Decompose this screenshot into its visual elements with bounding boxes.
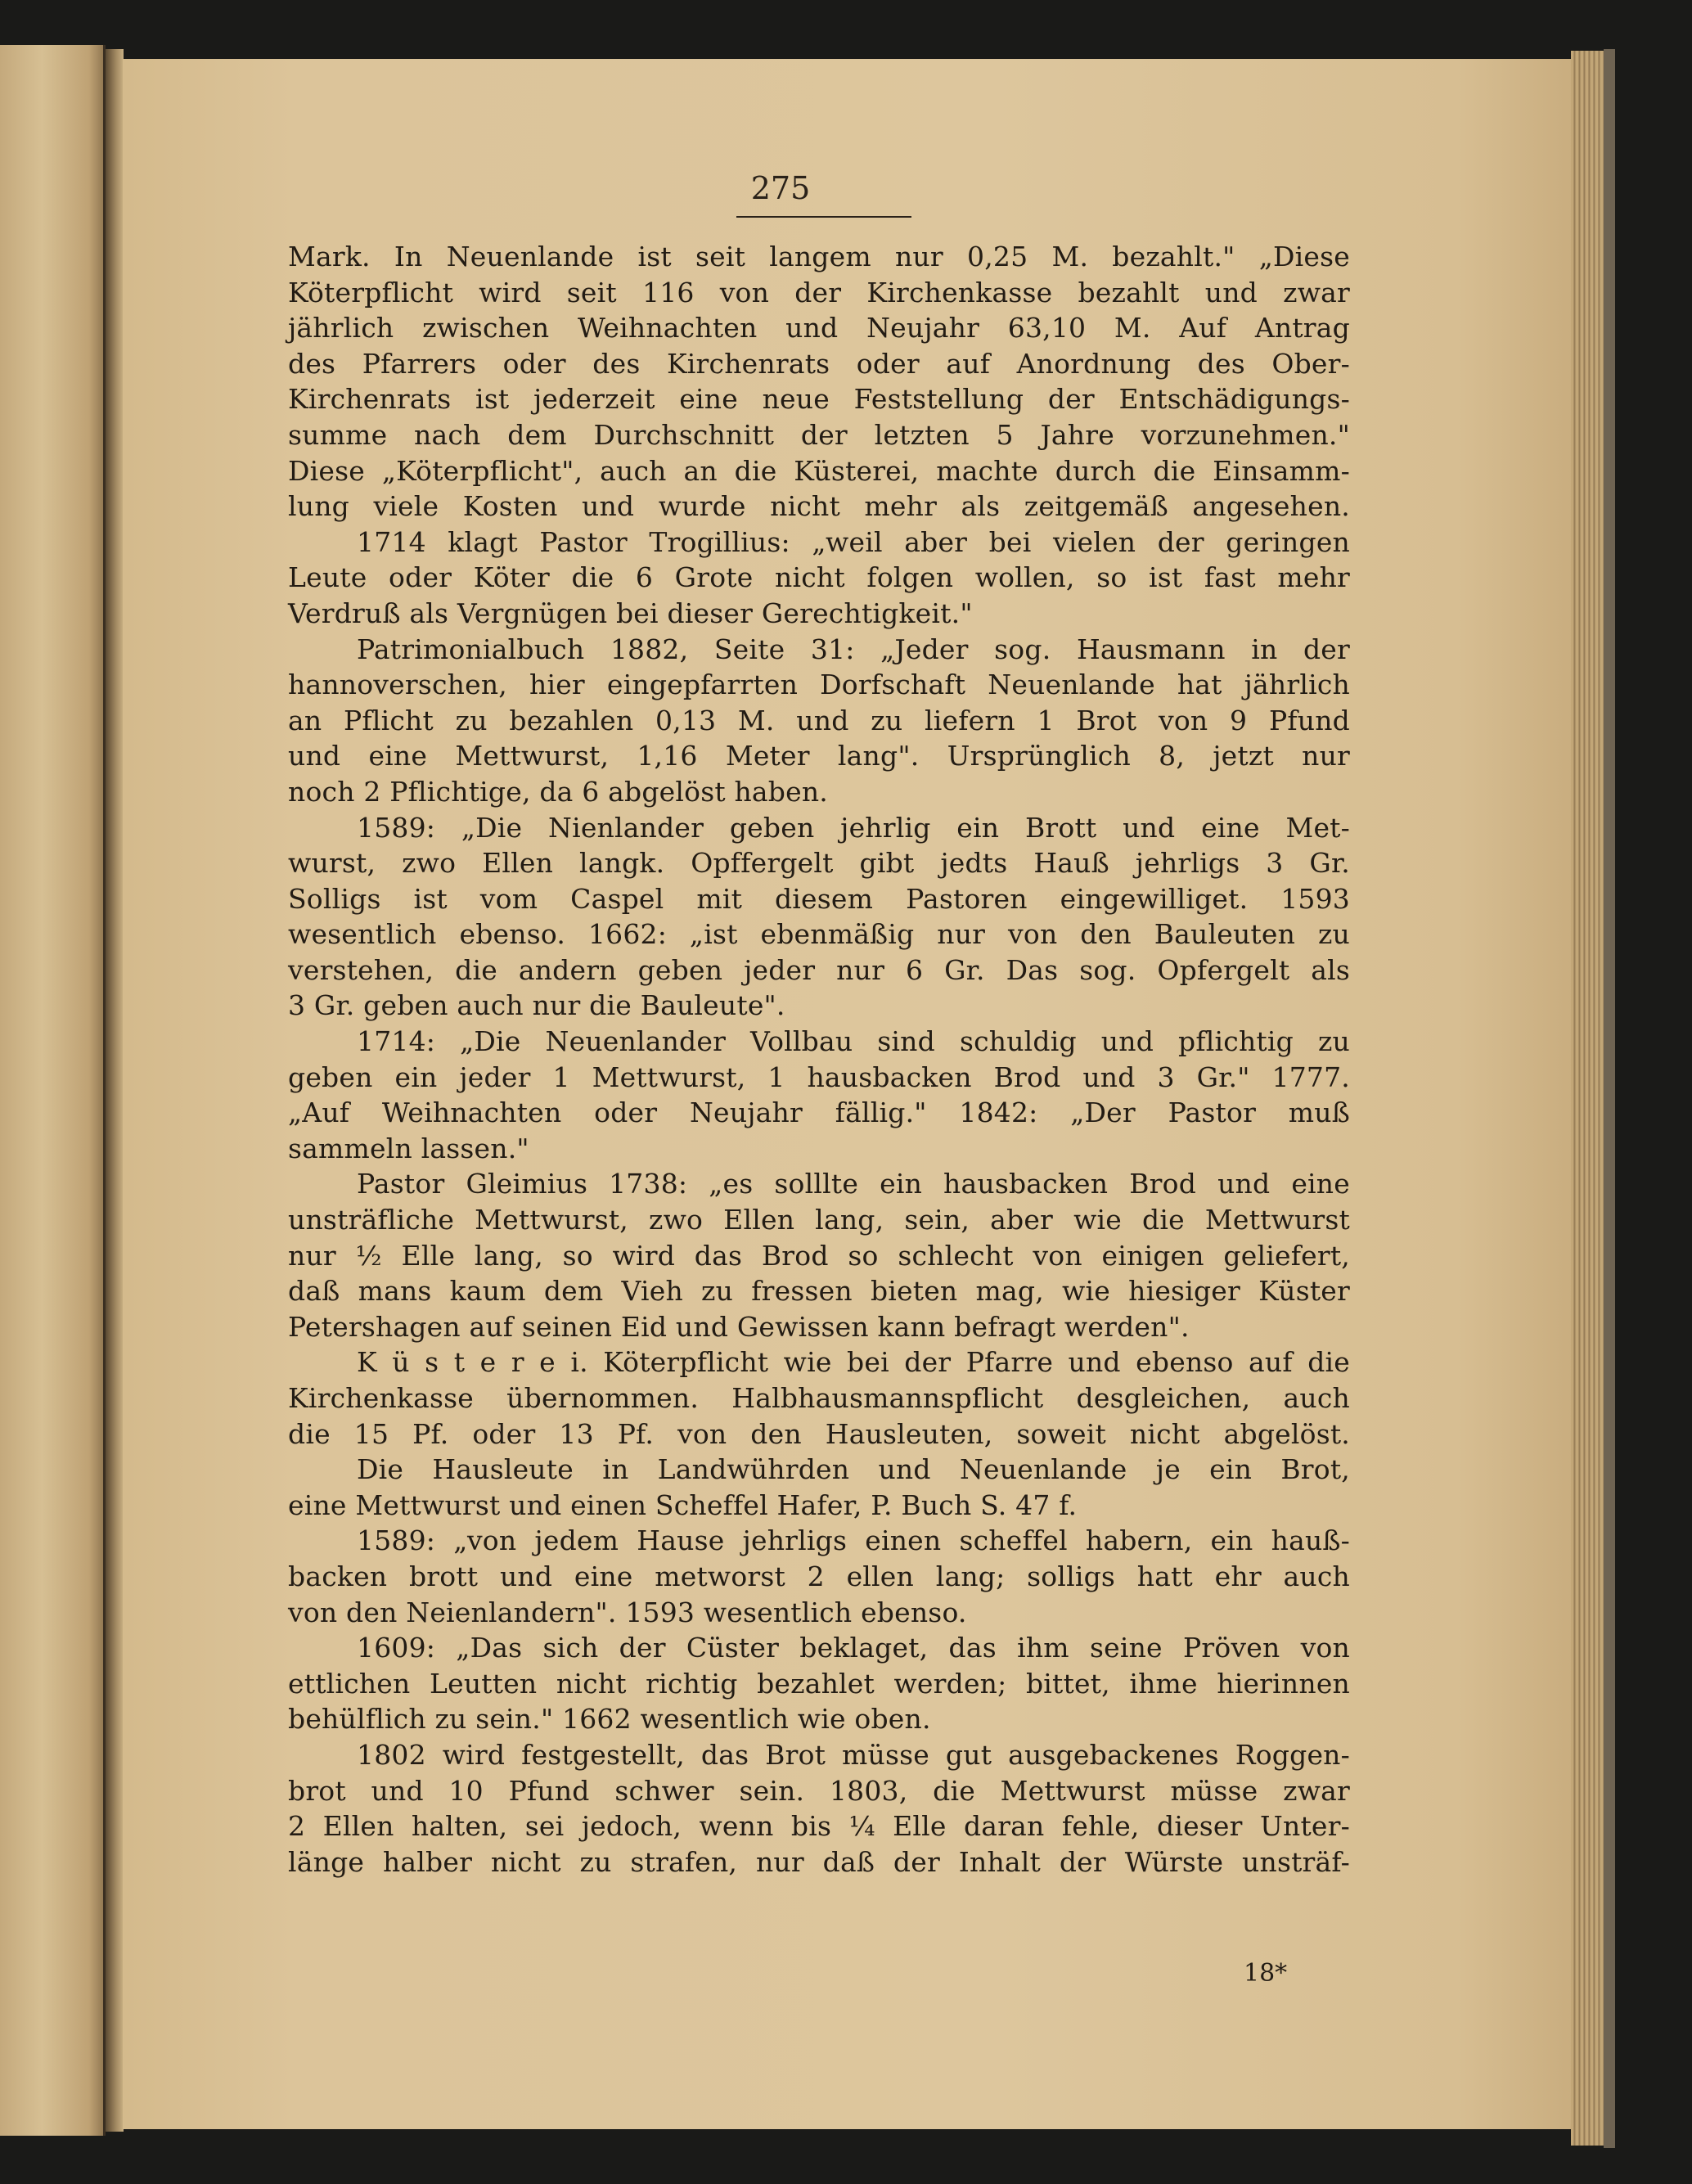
text-line: an Pflicht zu bezahlen 0,13 M. und zu liefern 1 Brot von 9 Pfund bbox=[288, 704, 1350, 736]
text-line: Leute oder Köter die 6 Grote nicht folgen wollen, so ist fast mehr bbox=[288, 561, 1350, 594]
text-line: Kirchenrats ist jederzeit eine neue Feststellung der Entschädigungs- bbox=[288, 383, 1350, 416]
body-text bbox=[288, 239, 1350, 1880]
text-line: länge halber nicht zu strafen, nur daß der Inhalt der Würste unsträf- bbox=[288, 1845, 1350, 1878]
text-line: brot und 10 Pfund schwer sein. 1803, die Mettwurst müsse zwar bbox=[288, 1774, 1350, 1807]
text-line: 1802 wird festgestellt, das Brot müsse gut ausgebackenes Roggen- bbox=[357, 1738, 1350, 1771]
text-line: summe nach dem Durchschnitt der letzten 5 Jahre vorzunehmen." bbox=[288, 418, 1350, 451]
text-line: eine Mettwurst und einen Scheffel Hafer, P. Buch S. 47 f. bbox=[288, 1488, 1078, 1521]
text-line: Die Hausleute in Landwührden und Neuenlande je ein Brot, bbox=[357, 1453, 1350, 1486]
text-line: daß mans kaum dem Vieh zu fressen bieten mag, wie hiesiger Küster bbox=[288, 1275, 1350, 1308]
text-line: geben ein jeder 1 Mettwurst, 1 hausbacken Brod und 3 Gr." 1777. bbox=[288, 1060, 1350, 1093]
text-line: 3 Gr. geben auch nur die Bauleute". bbox=[288, 989, 785, 1022]
text-line: Petershagen auf seinen Eid und Gewissen kann befragt werden". bbox=[288, 1310, 1190, 1343]
text-line: noch 2 Pflichtige, da 6 abgelöst haben. bbox=[288, 775, 829, 808]
text-line: „Auf Weihnachten oder Neujahr fällig." 1842: „Der Pastor muß bbox=[288, 1097, 1350, 1129]
text-line: lung viele Kosten und wurde nicht mehr als zeitgemäß angesehen. bbox=[288, 490, 1350, 523]
text-line: K ü s t e r e i. Köterpflicht wie bei der Pfarre und ebenso auf die bbox=[357, 1346, 1350, 1379]
text-line: wesentlich ebenso. 1662: „ist ebenmäßig nur von den Bauleuten zu bbox=[288, 918, 1350, 951]
text-line: Diese „Köterpflicht", auch an die Küsterei, machte durch die Einsamm- bbox=[288, 454, 1350, 487]
previous-page-edge bbox=[0, 45, 105, 2136]
text-line: von den Neienlandern". 1593 wesentlich ebenso. bbox=[288, 1596, 967, 1628]
text-line: jährlich zwischen Weihnachten und Neujahr 63,10 M. Auf Antrag bbox=[288, 312, 1350, 344]
text-line: backen brott und eine metworst 2 ellen lang; solligs hatt ehr auch bbox=[288, 1560, 1350, 1592]
text-line: 1589: „Die Nienlander geben jehrlig ein Brott und eine Met- bbox=[357, 811, 1350, 844]
text-line: des Pfarrers oder des Kirchenrats oder auf Anordnung des Ober- bbox=[288, 347, 1350, 380]
text-line: 1714 klagt Pastor Trogillius: „weil aber bei vielen der geringen bbox=[357, 525, 1350, 558]
page-number-rule bbox=[736, 216, 911, 218]
text-line: 1589: „von jedem Hause jehrligs einen scheffel habern, ein hauß- bbox=[357, 1524, 1350, 1557]
text-line: sammeln lassen." bbox=[288, 1132, 529, 1164]
text-line: wurst, zwo Ellen langk. Opffergelt gibt jedts Hauß jehrligs 3 Gr. bbox=[288, 847, 1350, 880]
text-line: Kirchenkasse übernommen. Halbhausmannspflicht desgleichen, auch bbox=[288, 1382, 1350, 1414]
text-line: die 15 Pf. oder 13 Pf. von den Hausleuten, soweit nicht abgelöst. bbox=[288, 1417, 1350, 1450]
text-line: unsträfliche Mettwurst, zwo Ellen lang, sein, aber wie die Mettwurst bbox=[288, 1204, 1350, 1236]
text-line: Mark. In Neuenlande ist seit langem nur 0,25 M. bezahlt." „Diese bbox=[288, 241, 1350, 272]
text-line: Verdruß als Vergnügen bei dieser Gerechtigkeit." bbox=[288, 597, 973, 629]
text-line: behülflich zu sein." 1662 wesentlich wie oben. bbox=[288, 1703, 931, 1736]
text-line: und eine Mettwurst, 1,16 Meter lang". Ursprünglich 8, jetzt nur bbox=[288, 740, 1350, 772]
text-line: verstehen, die andern geben jeder nur 6 Gr. Das sog. Opfergelt als bbox=[288, 953, 1350, 986]
text-line: Pastor Gleimius 1738: „es solllte ein hausbacken Brod und eine bbox=[357, 1168, 1350, 1200]
book-gutter bbox=[106, 49, 124, 2132]
text-line: 1609: „Das sich der Cüster beklaget, das ihm seine Pröven von bbox=[357, 1632, 1350, 1664]
text-line: 1714: „Die Neuenlander Vollbau sind schuldig und pflichtig zu bbox=[357, 1025, 1350, 1058]
text-line: Köterpflicht wird seit 116 von der Kirchenkasse bezahlt und zwar bbox=[288, 276, 1350, 308]
text-line: ettlichen Leutten nicht richtig bezahlet werden; bittet, ihme hierinnen bbox=[288, 1667, 1350, 1700]
page-number: 275 bbox=[750, 170, 811, 206]
text-line: Patrimonialbuch 1882, Seite 31: „Jeder sog. Hausmann in der bbox=[357, 633, 1350, 665]
book-cover-edge bbox=[1604, 49, 1615, 2148]
text-line: nur ½ Elle lang, so wird das Brod so schlecht von einigen geliefert, bbox=[288, 1239, 1350, 1272]
text-line: 2 Ellen halten, sei jedoch, wenn bis ¼ Elle daran fehle, dieser Unter- bbox=[288, 1810, 1350, 1843]
text-line: hannoverschen, hier eingepfarrten Dorfschaft Neuenlande hat jährlich bbox=[288, 669, 1350, 701]
text-line: Solligs ist vom Caspel mit diesem Pastoren eingewilliget. 1593 bbox=[288, 882, 1350, 915]
signature-mark: 18* bbox=[1244, 1959, 1288, 1988]
